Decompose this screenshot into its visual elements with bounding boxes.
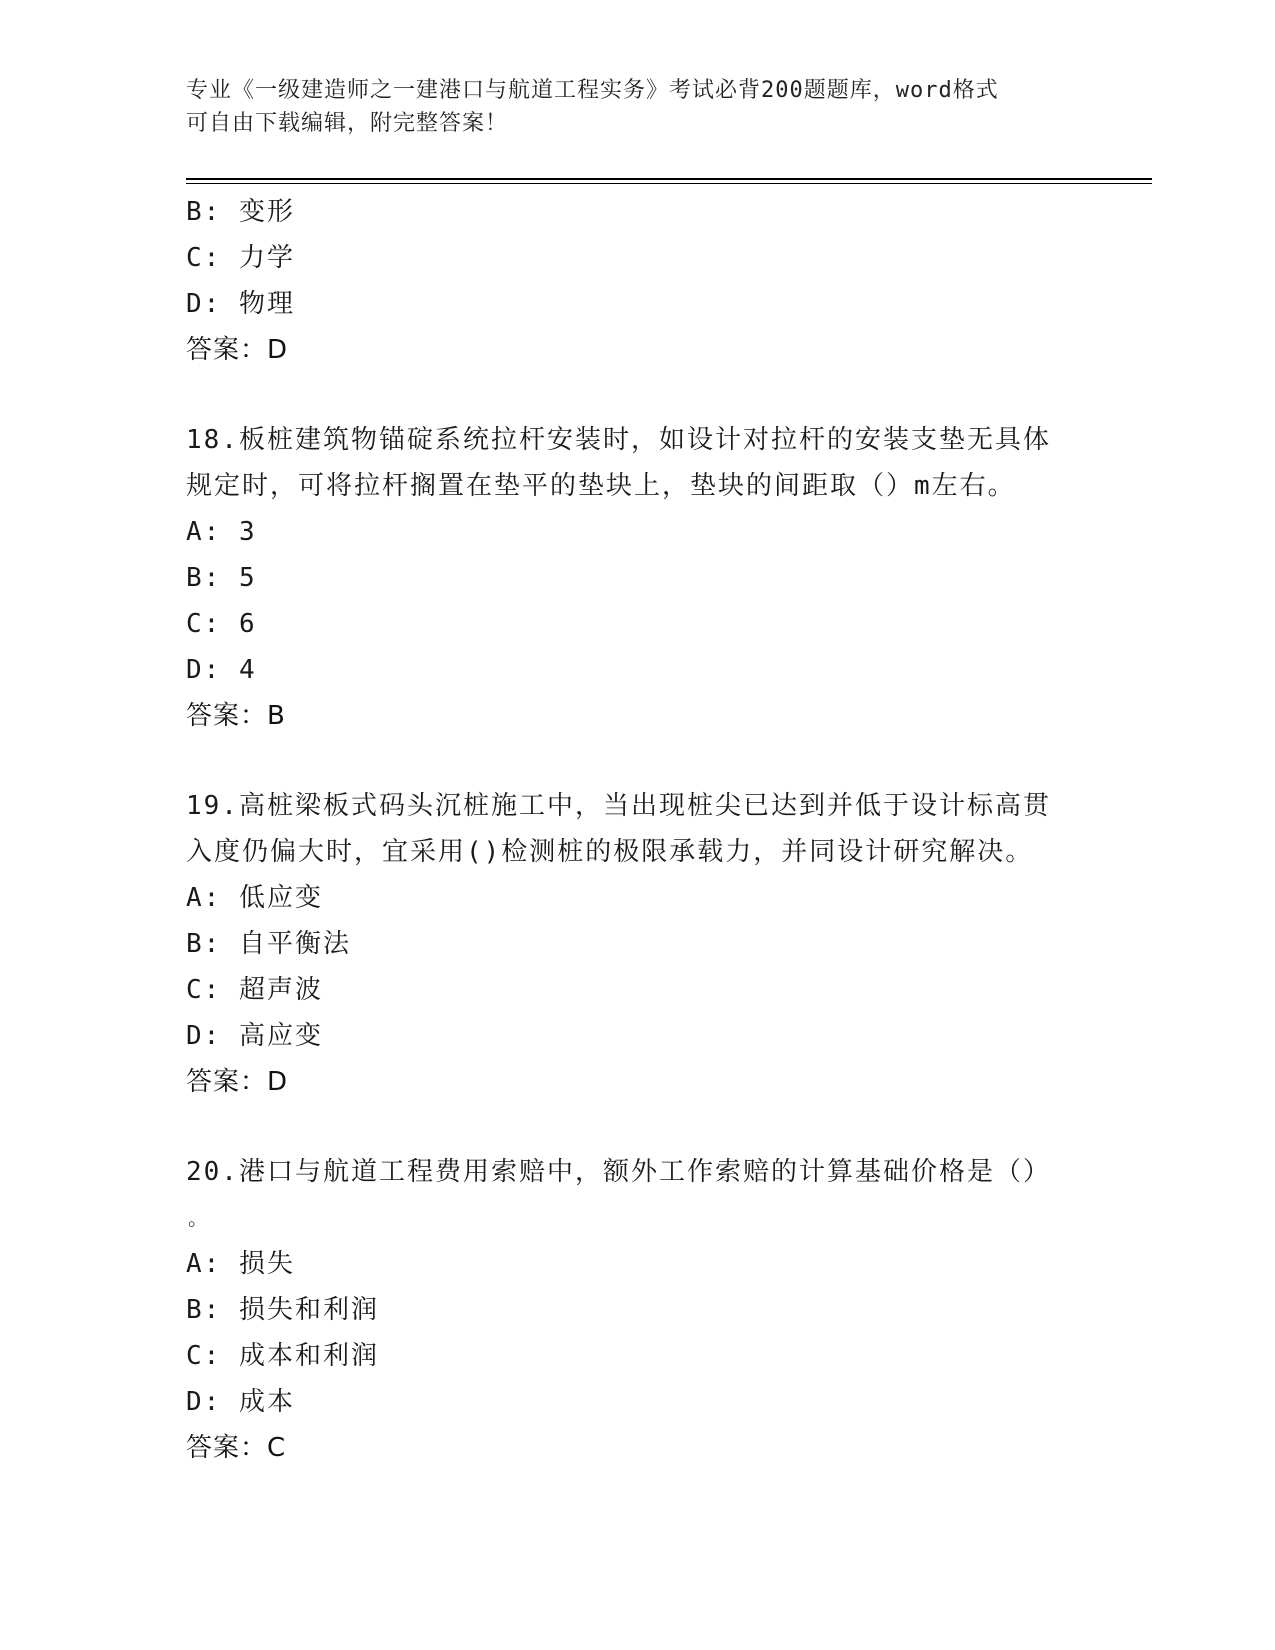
answer-line: 答案：D xyxy=(186,1067,289,1097)
option-a: A: 3 xyxy=(186,517,257,547)
question-stem-line-1: 19.高桩梁板式码头沉桩施工中，当出现桩尖已达到并低于设计标高贯 xyxy=(186,791,1051,821)
option-c: C: 力学 xyxy=(186,243,295,273)
answer-line: 答案：D xyxy=(186,335,289,365)
option-b: B: 自平衡法 xyxy=(186,929,351,959)
option-a: A: 低应变 xyxy=(186,883,323,913)
header-rule-thick xyxy=(186,178,1152,180)
option-d: D: 物理 xyxy=(186,289,295,319)
option-c: C: 成本和利润 xyxy=(186,1341,379,1371)
option-d: D: 高应变 xyxy=(186,1021,323,1051)
question-20 xyxy=(186,1149,1086,1471)
option-b: B: 损失和利润 xyxy=(186,1295,379,1325)
header-rule-thin xyxy=(186,183,1152,184)
question-17-tail xyxy=(186,189,1086,373)
question-content xyxy=(186,189,1086,1471)
option-d: D: 成本 xyxy=(186,1387,295,1417)
question-18 xyxy=(186,417,1086,739)
document-header xyxy=(186,74,1066,140)
question-stem-line-1: 20.港口与航道工程费用索赔中，额外工作索赔的计算基础价格是（） xyxy=(186,1157,1051,1187)
question-stem-line-2: 入度仍偏大时，宜采用()检测桩的极限承载力，并同设计研究解决。 xyxy=(186,837,1034,867)
question-stem-line-1: 18.板桩建筑物锚碇系统拉杆安装时，如设计对拉杆的安装支垫无具体 xyxy=(186,425,1051,455)
option-a: A: 损失 xyxy=(186,1249,295,1279)
option-c: C: 6 xyxy=(186,609,257,639)
question-stem-line-2: 规定时，可将拉杆搁置在垫平的垫块上，垫块的间距取（）m左右。 xyxy=(186,471,1016,501)
header-line-2: 可自由下载编辑，附完整答案！ xyxy=(186,111,509,136)
answer-line: 答案：B xyxy=(186,701,286,731)
option-d: D: 4 xyxy=(186,655,257,685)
option-c: C: 超声波 xyxy=(186,975,323,1005)
option-b: B: 变形 xyxy=(186,197,295,227)
header-line-1: 专业《一级建造师之一建港口与航道工程实务》考试必背200题题库，word格式 xyxy=(186,78,999,103)
question-stem-line-2: 。 xyxy=(188,1206,208,1230)
answer-line: 答案：C xyxy=(186,1433,287,1463)
question-19 xyxy=(186,783,1086,1105)
option-b: B: 5 xyxy=(186,563,257,593)
